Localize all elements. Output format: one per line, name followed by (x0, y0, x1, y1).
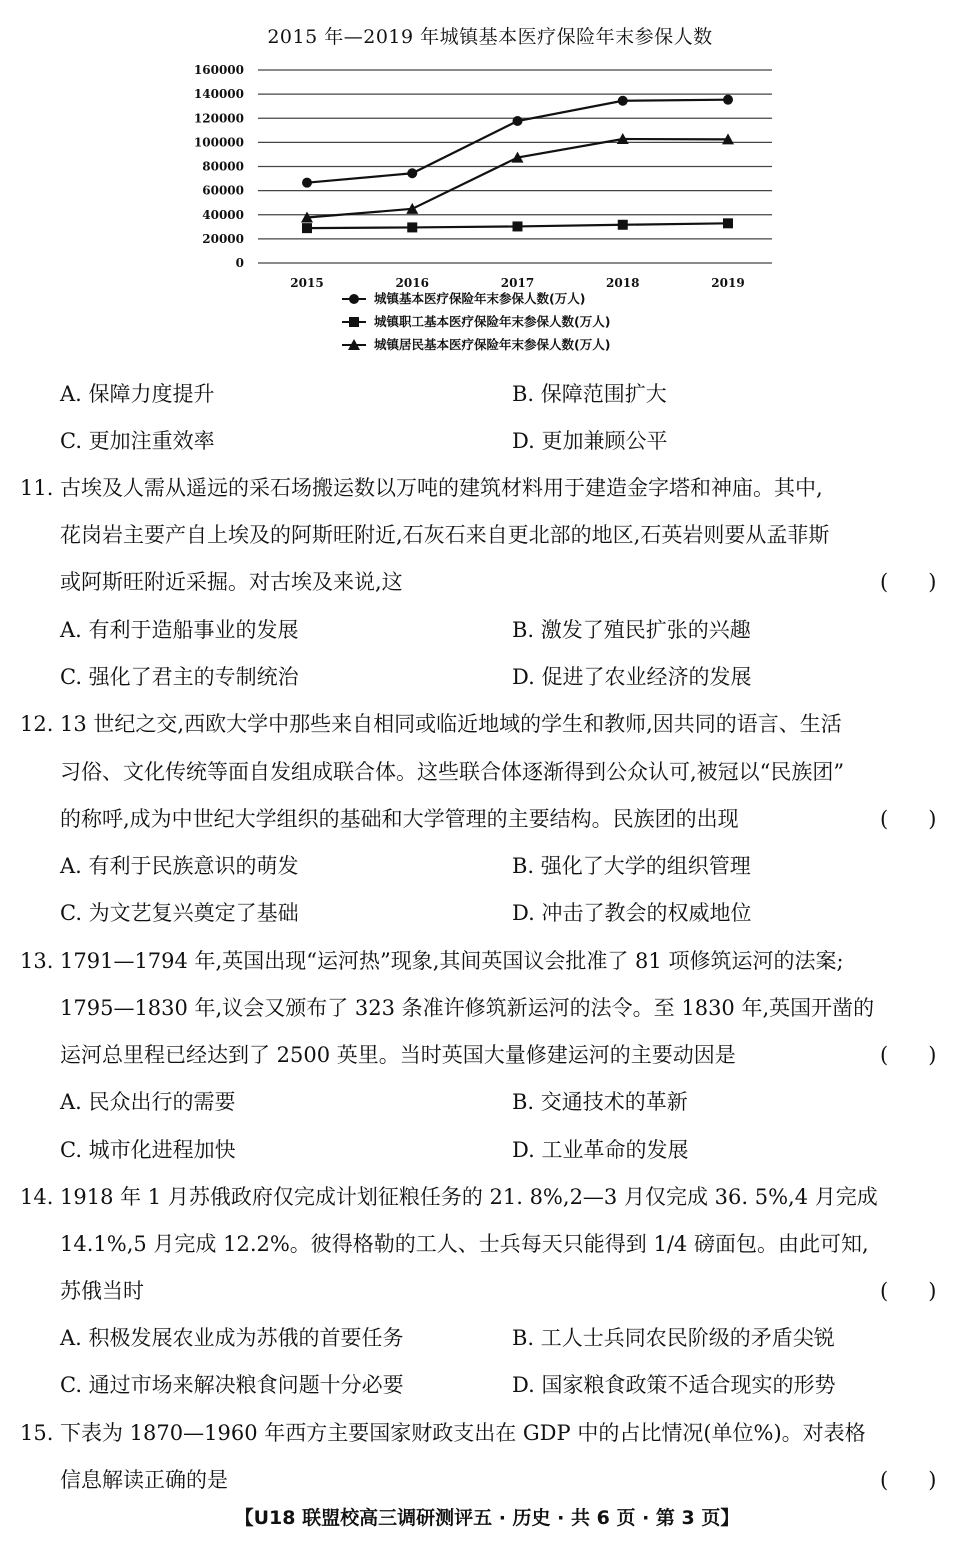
q11-option-a: A. 有利于造船事业的发展 (60, 618, 299, 642)
series-line (307, 100, 728, 183)
q15-stem-line: 信息解读正确的是 (60, 1468, 228, 1492)
q11-stem-line: 古埃及人需从遥远的采石场搬运数以万吨的建筑材料用于建造金字塔和神庙。其中, (60, 476, 823, 500)
x-tick-label: 2018 (606, 276, 640, 290)
y-tick-label: 120000 (193, 111, 244, 126)
q12-stem-line: 13 世纪之交,西欧大学中那些来自相同或临近地域的学生和教师,因共同的语言、生活 (60, 712, 842, 736)
data-point (407, 168, 417, 178)
q11-stem-line: 花岗岩主要产自上埃及的阿斯旺附近,石灰石来自更北部的地区,石英岩则要从孟菲斯 (60, 523, 830, 547)
q12-stem-line: 的称呼,成为中世纪大学组织的基础和大学管理的主要结构。民族团的出现 (60, 807, 739, 831)
y-tick-label: 80000 (202, 159, 244, 174)
q10-option-b: B. 保障范围扩大 (512, 382, 667, 406)
q14-option-c: C. 通过市场来解决粮食问题十分必要 (60, 1373, 404, 1397)
q12-option-b: B. 强化了大学的组织管理 (512, 854, 751, 878)
q12-answer-blank: ( ) (880, 807, 937, 831)
q13-answer-blank: ( ) (880, 1043, 937, 1067)
q14-option-b: B. 工人士兵同农民阶级的矛盾尖锐 (512, 1326, 835, 1350)
y-tick-label: 0 (235, 256, 244, 270)
data-point (723, 95, 733, 105)
q14-number: 14. (20, 1185, 54, 1209)
q13-option-c: C. 城市化进程加快 (60, 1138, 236, 1162)
data-point (618, 220, 628, 230)
data-point (407, 222, 417, 232)
q13-stem-line: 运河总里程已经达到了 2500 英里。当时英国大量修建运河的主要动因是 (60, 1043, 736, 1067)
data-point (302, 178, 312, 188)
data-point (302, 223, 312, 233)
q12-option-d: D. 冲击了教会的权威地位 (512, 901, 752, 925)
q10-option-d: D. 更加兼顾公平 (512, 429, 668, 453)
q13-stem-line: 1791—1794 年,英国出现“运河热”现象,其间英国议会批准了 81 项修筑运河的法案; (60, 949, 844, 973)
q14-answer-blank: ( ) (880, 1279, 937, 1303)
q12-option-a: A. 有利于民族意识的萌发 (60, 854, 299, 878)
q15-number: 15. (20, 1421, 54, 1445)
x-tick-label: 2016 (395, 276, 429, 290)
data-point (618, 96, 628, 106)
x-tick-label: 2015 (290, 276, 324, 290)
line-chart (170, 55, 790, 360)
y-tick-label: 20000 (202, 231, 244, 246)
legend-marker (349, 317, 359, 327)
y-tick-label: 60000 (202, 183, 244, 198)
q10-option-a: A. 保障力度提升 (60, 382, 215, 406)
q13-number: 13. (20, 949, 54, 973)
q14-option-a: A. 积极发展农业成为苏俄的首要任务 (60, 1326, 404, 1350)
q14-stem-line: 14.1%,5 月完成 12.2%。彼得格勒的工人、士兵每天只能得到 1/4 磅面包。由此可知, (60, 1232, 869, 1256)
q11-option-c: C. 强化了君主的专制统治 (60, 665, 299, 689)
x-tick-label: 2017 (500, 276, 535, 290)
q15-answer-blank: ( ) (880, 1468, 937, 1492)
x-tick-label: 2019 (711, 276, 745, 290)
q11-answer-blank: ( ) (880, 570, 937, 594)
q15-stem-line: 下表为 1870—1960 年西方主要国家财政支出在 GDP 中的占比情况(单位%)。对表格 (60, 1421, 866, 1445)
q13-option-b: B. 交通技术的革新 (512, 1090, 688, 1114)
q14-option-d: D. 国家粮食政策不适合现实的形势 (512, 1373, 836, 1397)
q11-number: 11. (20, 476, 54, 500)
q12-number: 12. (20, 712, 54, 736)
y-tick-label: 140000 (193, 87, 244, 102)
q13-option-d: D. 工业革命的发展 (512, 1138, 689, 1162)
q12-stem-line: 习俗、文化传统等面自发组成联合体。这些联合体逐渐得到公众认可,被冠以“民族团” (60, 760, 845, 784)
data-point (513, 116, 523, 126)
y-tick-label: 100000 (193, 135, 244, 150)
data-point (513, 221, 523, 231)
q13-stem-line: 1795—1830 年,议会又颁布了 323 条准许修筑新运河的法令。至 1830 年,英国开凿的 (60, 996, 875, 1020)
q14-stem-line: 苏俄当时 (60, 1279, 144, 1303)
chart-title: 2015 年—2019 年城镇基本医疗保险年末参保人数 (267, 26, 713, 48)
q11-stem-line: 或阿斯旺附近采掘。对古埃及来说,这 (60, 570, 403, 594)
legend-label: 城镇基本医疗保险年末参保人数(万人) (374, 291, 586, 306)
q13-option-a: A. 民众出行的需要 (60, 1090, 236, 1114)
legend-label: 城镇职工基本医疗保险年末参保人数(万人) (374, 314, 611, 329)
q10-option-c: C. 更加注重效率 (60, 429, 215, 453)
legend-label: 城镇居民基本医疗保险年末参保人数(万人) (374, 337, 611, 352)
q14-stem-line: 1918 年 1 月苏俄政府仅完成计划征粮任务的 21. 8%,2—3 月仅完成 36. 5%,4 月完成 (60, 1185, 878, 1209)
data-point (723, 218, 733, 228)
series-line (307, 139, 728, 218)
q11-option-d: D. 促进了农业经济的发展 (512, 665, 752, 689)
q12-option-c: C. 为文艺复兴奠定了基础 (60, 901, 299, 925)
q11-option-b: B. 激发了殖民扩张的兴趣 (512, 618, 751, 642)
y-tick-label: 40000 (202, 207, 244, 222)
page-footer: 【U18 联盟校高三调研测评五 · 历史 · 共 6 页 · 第 3 页】 (234, 1507, 740, 1529)
y-tick-label: 160000 (193, 63, 244, 77)
legend-marker (349, 294, 359, 304)
